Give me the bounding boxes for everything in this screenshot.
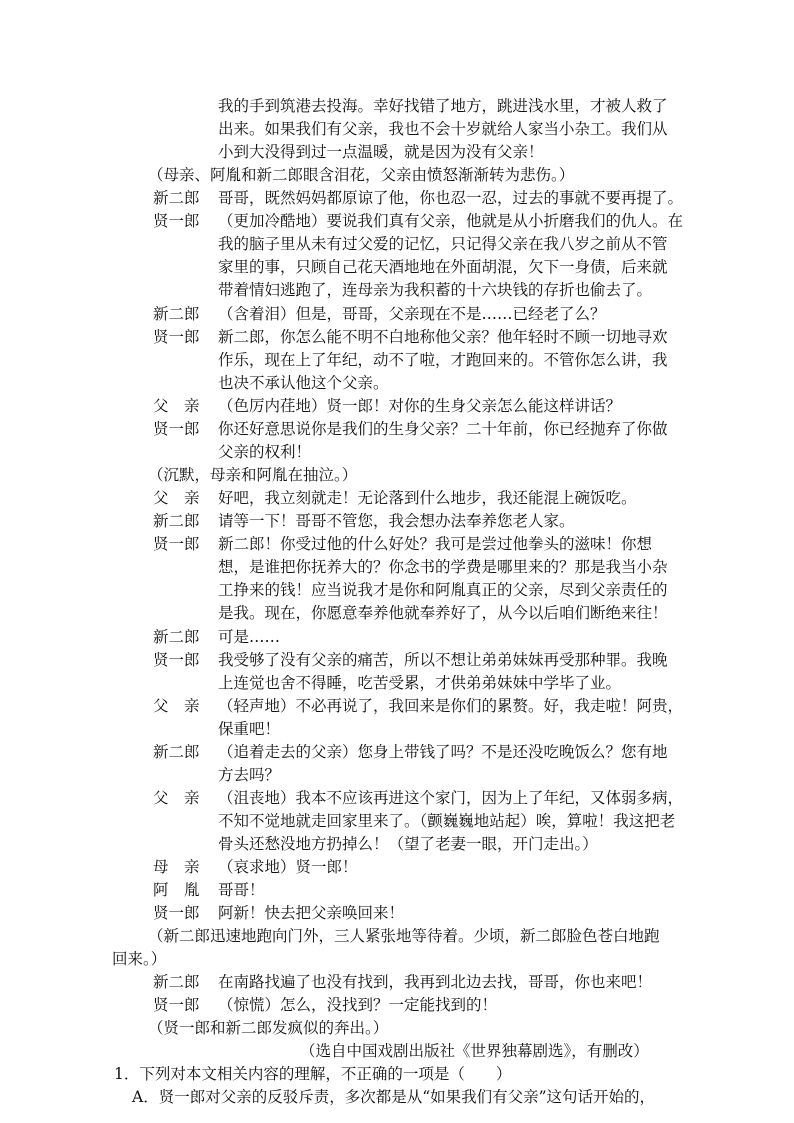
dialogue-line: 保重吧！ <box>218 720 281 738</box>
question-option-a: A．贤一郎对父亲的反驳斥责，多次都是从“如果我们有父亲”这句话开始的， <box>132 1088 656 1106</box>
dialogue-line: 家里的事，只顾自己花天酒地地在外面胡混，欠下一身债，后来就 <box>218 258 668 276</box>
dialogue-line: 请等一下！哥哥不管您，我会想办法奉养您老人家。 <box>218 512 575 530</box>
speaker-label: 父 亲 <box>153 489 200 507</box>
dialogue-line: 不知不觉地就走回家里来了。（颤巍巍地站起）唉，算啦！我这把老 <box>218 812 676 830</box>
dialogue-line: 带着情妇逃跑了，连母亲为我积蓄的十六块钱的存折也偷去了。 <box>218 281 653 299</box>
dialogue-line: 新二郎！你受过他的什么好处？我可是尝过他拳头的滋味！你想 <box>218 535 653 553</box>
speaker-label: 父 亲 <box>153 697 200 715</box>
speaker-label: 父 亲 <box>153 789 200 807</box>
speaker-label: 贤一郎 <box>153 420 200 438</box>
dialogue-line: 也决不承认他这个父亲。 <box>218 374 389 392</box>
dialogue-line: 在南路找遍了也没有找到，我再到北边去找，哥哥，你也来吧！ <box>218 973 653 991</box>
speaker-label: 贤一郎 <box>153 328 200 346</box>
dialogue-line: 新二郎，你怎么能不明不白地称他父亲？他年轻时不顾一切地寻欢 <box>218 328 668 346</box>
dialogue-line: 好吧，我立刻就走！无论落到什么地步，我还能混上碗饭吃。 <box>218 489 637 507</box>
dialogue-line: 上连觉也舍不得睡，吃苦受累，才供弟弟妹妹中学毕了业。 <box>218 674 622 692</box>
speaker-label: 新二郎 <box>153 973 200 991</box>
speaker-label: 新二郎 <box>153 512 200 530</box>
dialogue-line: 方去吗？ <box>218 766 281 784</box>
dialogue-line: 想，是谁把你抚养大的？你念书的学费是哪里来的？那是我当小杂 <box>218 558 668 576</box>
question-stem: 1．下列对本文相关内容的理解，不正确的一项是（ ） <box>114 1065 512 1083</box>
speaker-label: 阿 胤 <box>153 881 200 899</box>
dialogue-line: （轻声地）不必再说了，我回来是你们的累赘。好，我走啦！阿贵， <box>218 697 684 715</box>
dialogue-line: （哀求地）贤一郎！ <box>218 858 358 876</box>
dialogue-line: （沮丧地）我本不应该再进这个家门，因为上了年纪，又体弱多病， <box>218 789 684 807</box>
speaker-label: 新二郎 <box>153 189 200 207</box>
dialogue-line: 小到大没得到过一点温暖，就是因为没有父亲！ <box>218 143 544 161</box>
speaker-label: 贤一郎 <box>153 904 200 922</box>
stage-direction: 回来。） <box>112 950 167 968</box>
speaker-label: 贤一郎 <box>153 996 200 1014</box>
stage-direction: （贤一郎和新二郎发疯似的奔出。） <box>148 1019 389 1037</box>
dialogue-line: 骨头还愁没地方扔掉么！（望了老妻一眼，开门走出。） <box>218 835 598 853</box>
speaker-label: 新二郎 <box>153 628 200 646</box>
dialogue-line: 哥哥，既然妈妈都原谅了他，你也忍一忍，过去的事就不要再提了。 <box>218 189 684 207</box>
stage-direction: （沉默，母亲和阿胤在抽泣。） <box>148 466 358 484</box>
stage-direction: （新二郎迅速地跑向门外，三人紧张地等待着。少顷，新二郎脸色苍白地跑 <box>148 927 660 945</box>
dialogue-line: 是我。现在，你愿意奉养他就奉养好了，从今以后咱们断绝来往！ <box>218 604 668 622</box>
stage-direction: （母亲、阿胤和新二郎眼含泪花，父亲由愤怒渐渐转为悲伤。） <box>148 166 575 184</box>
dialogue-line: 作乐，现在上了年纪，动不了啦，才跑回来的。不管你怎么讲，我 <box>218 351 668 369</box>
dialogue-line: （惊慌）怎么，没找到？一定能找到的！ <box>218 996 498 1014</box>
dialogue-line: （含着泪）但是，哥哥，父亲现在不是……已经老了么？ <box>218 305 606 323</box>
dialogue-line: 阿新！快去把父亲唤回来！ <box>218 904 405 922</box>
dialogue-line: 我的手到筑港去投海。幸好找错了地方，跳进浅水里，才被人救了 <box>218 97 668 115</box>
speaker-label: 新二郎 <box>153 743 200 761</box>
dialogue-line: 可是…… <box>218 628 281 646</box>
speaker-label: 贤一郎 <box>153 535 200 553</box>
speaker-label: 父 亲 <box>153 397 200 415</box>
dialogue-line: （色厉内荏地）贤一郎！对你的生身父亲怎么能这样讲话？ <box>218 397 622 415</box>
speaker-label: 贤一郎 <box>153 212 200 230</box>
dialogue-line: 哥哥！ <box>218 881 265 899</box>
speaker-label: 贤一郎 <box>153 651 200 669</box>
speaker-label: 新二郎 <box>153 305 200 323</box>
dialogue-line: 我的脑子里从未有过父爱的记忆，只记得父亲在我八岁之前从不管 <box>218 235 668 253</box>
dialogue-line: 我受够了没有父亲的痛苦，所以不想让弟弟妹妹再受那种罪。我晚 <box>218 651 668 669</box>
speaker-label: 母 亲 <box>153 858 200 876</box>
dialogue-line: 工挣来的钱！应当说我才是你和阿胤真正的父亲，尽到父亲责任的 <box>218 581 668 599</box>
dialogue-line: 出来。如果我们有父亲，我也不会十岁就给人家当小杂工。我们从 <box>218 120 668 138</box>
dialogue-line: 父亲的权利！ <box>218 443 312 461</box>
dialogue-line: （更加冷酷地）要说我们真有父亲，他就是从小折磨我们的仇人。在 <box>218 212 684 230</box>
source-citation: （选自中国戏剧出版社《世界独幕剧选》，有删改） <box>300 1042 649 1060</box>
dialogue-line: （追着走去的父亲）您身上带钱了吗？不是还没吃晚饭么？您有地 <box>218 743 668 761</box>
dialogue-line: 你还好意思说你是我们的生身父亲？二十年前，你已经抛弃了你做 <box>218 420 668 438</box>
